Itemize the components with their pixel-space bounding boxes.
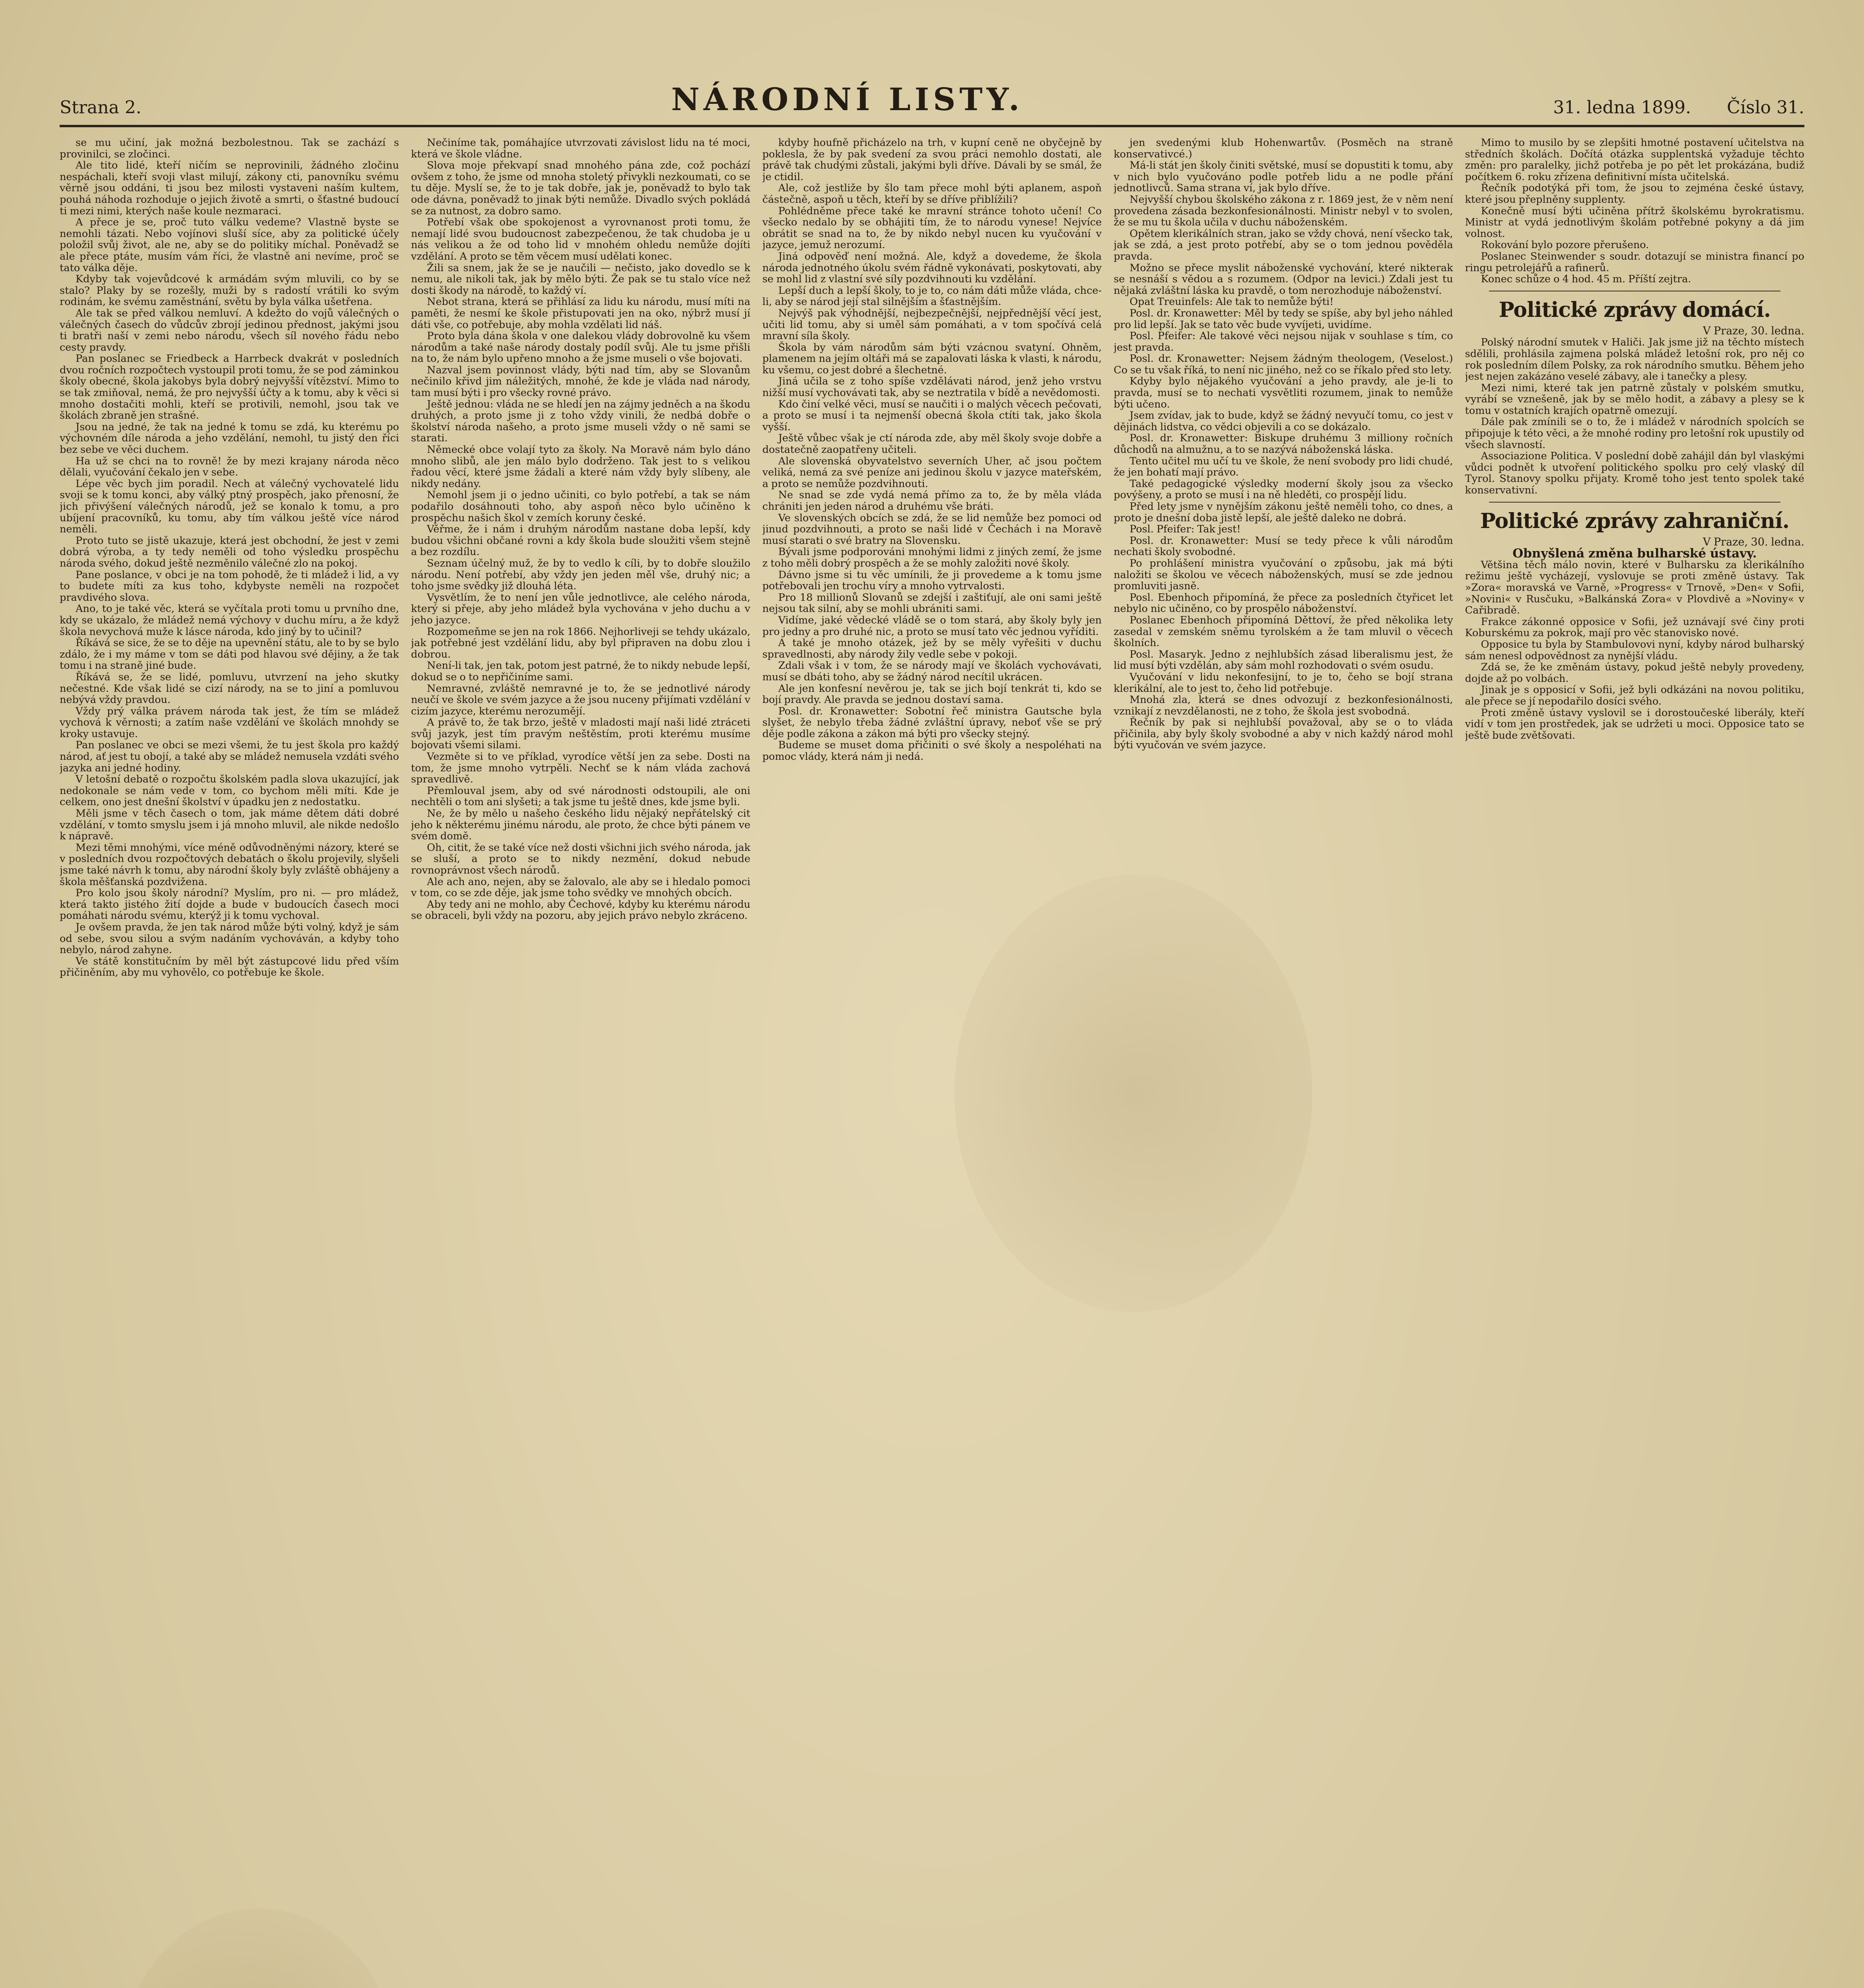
article-paragraph: Nečiníme tak, pomáhajíce utvrzovati závislost lidu na té moci, která ve škole vládne. [411,137,750,160]
article-paragraph: A právě to, že tak brzo, ještě v mladosti mají naši lidé ztráceti svůj jazyk, jest tím pravým neštěstím, proti kterému musíme bojovati všemi silami. [411,716,750,751]
article-paragraph: Ve slovenských obcích se zdá, že se lid nemůže bez pomoci od jinud pozdvihnouti, a proto se naši lidé v Čechách i na Moravě musí starati o své bratry na Slovensku. [762,512,1102,547]
section-heading-domestic: Politické zprávy domácí. [1499,297,1771,322]
article-columns [60,137,1804,1988]
article-paragraph: Možno se přece myslit náboženské vychování, které nikterak se nesnáší s vědou a s rozumem. (Odpor na levici.) Zdali jest tu nějaká zvláštní láska ku pravdě, o tom nerozhoduje náboženství. [1114,262,1453,297]
article-paragraph: Kdyby bylo nějakého vyučování a jeho pravdy, ale je-li to pravda, musí se to nechati vysvětliti rozumem, jinak to nemůže býti učeno. [1114,375,1453,410]
article-paragraph: Seznam účelný muž, že by to vedlo k cíli, by to dobře sloužilo národu. Není potřebí, aby vždy jen jeden měl vše, druhý nic; a toho jsme svědky již dlouhá léta. [411,557,750,592]
article-paragraph: Kdo činí velké věci, musí se naučiti i o malých věcech pečovati, a proto se musí i ta nejmenší obecná škola ctíti tak, jako škola vyšší. [762,398,1102,433]
article-paragraph: Frakce zákonné opposice v Sofii, jež uznávají své činy proti Koburskému za pokrok, mají pro věc stanovisko nové. [1465,615,1805,639]
article-paragraph: Posl. Ebenhoch připomíná, že přece za posledních čtyřicet let nebylo nic učiněno, co by prospělo náboženství. [1114,591,1453,615]
article-paragraph: Německé obce volají tyto za školy. Na Moravě nám bylo dáno mnoho slibů, ale jen málo bylo dodrženo. Tak jest to s velikou řadou věcí, které jsme žádali a které nám vždy byly slíbeny, ale nikdy nedány. [411,444,750,490]
article-paragraph: Kdyby tak vojevůdcové k armádám svým mluvili, co by se stalo? Plaky by se rozešly, muži by s radostí vrátili ko svým rodinám, ke svému zaměstnání, světu by byla válka ušetřena. [60,273,399,308]
article-paragraph: Opposice tu byla by Stambulovovi nyní, kdyby národ bulharský sám nenesl odpovědnost za nynější vládu. [1465,638,1805,662]
article-paragraph: Říkává se, že se lidé, pomluvu, utvrzení na jeho skutky nečestné. Kde však lidé se cizí národy, na se to jiní a pomluvou nebývá vždy pravdou. [60,671,399,706]
article-paragraph: Jiná učila se z toho spíše vzdělávati národ, jenž jeho vrstvu nižší musí vychovávati tak, aby se neztratila v bídě a nevědomosti. [762,375,1102,399]
article-paragraph: Řečník podotýká při tom, že jsou to zejména české ústavy, které jsou přeplněny supplenty. [1465,182,1805,206]
article-paragraph: Pane poslance, v obci je na tom pohodě, že ti mládež i lid, a vy to budete míti za kus toho, kdybyste neměli na rozpočet pravdivého slova. [60,569,399,604]
article-paragraph: Tento učitel mu učí tu ve škole, že není svobody pro lidi chudé, že jen bohatí mají právo. [1114,455,1453,479]
article-paragraph: Posl. dr. Kronawetter: Měl by tedy se spíše, aby byl jeho náhled pro lid lepší. Jak se tato věc bude vyvíjeti, uvidíme. [1114,307,1453,331]
article-paragraph: Zdali však i v tom, že se národy mají ve školách vychovávati, musí se dbáti toho, aby se žádný národ necítil ukrácen. [762,660,1102,683]
article-paragraph: Lepší duch a lepší školy, to je to, co nám dáti může vláda, chce-li, aby se národ její stal silnějším a šťastnějším. [762,284,1102,308]
article-paragraph: Má-li stát jen školy činiti světské, musí se dopustiti k tomu, aby v nich bylo vyučováno podle potřeb lidu a ne podle přání jednotlivců. Sama strana ví, jak bylo dříve. [1114,159,1453,194]
article-paragraph: Pro kolo jsou školy národní? Myslím, pro ni. — pro mládež, která takto jistého žití dojde a bude v budoucích časech moci pomáhati národu svému, kterýž ji k tomu vychoval. [60,887,399,922]
article-paragraph: Slova moje překvapí snad mnohého pána zde, což pochází ovšem z toho, že jsme od mnoha stoletý přivykli nezkoumati, co se tu děje. Myslí se, že to je tak dobře, jak je, poněvadž to bylo tak ode dávna, poněvadž to jinak býti nemůže. Divadlo svých pokládá se za nutnost, za dobro samo. [411,159,750,217]
article-paragraph: Mezi těmi mnohými, více méně odůvodněnými názory, které se v posledních dvou rozpočtových debatách o školu projevily, slyšeli jsme také návrh k tomu, aby národní školy byly zvláště obhájeny a škola měšťanská pozdvižena. [60,841,399,888]
article-paragraph: Ale slovenská obyvatelstvo severních Uher, ač jsou počtem veliká, nemá za své peníze ani jedinou školu v jazyce mateřském, a proto se nemůže pozdvihnouti. [762,455,1102,490]
article-paragraph: Lépe věc bych jim poradil. Nech at válečný vychovatelé lidu svoji se k tomu konci, aby válký ptný prospěch, jako přenosní, že jich přivýšení válečných národů, jež se konalo k tomu, a pro ubíjení pracovníků, ku tomu, aby tím válkou ještě více národ neměli. [60,478,399,536]
article-paragraph: Opat Treuinfels: Ale tak to nemůže býti! [1129,296,1334,308]
article-paragraph: Konec schůze o 4 hod. 45 m. Příští zejtra. [1481,273,1691,285]
article-paragraph: Ne snad se zde vydá nemá přímo za to, že by měla vláda chrániti jen jeden národ a druhému vše bráti. [762,489,1102,513]
column-1 [60,137,399,1988]
article-paragraph: Posl. dr. Kronawetter: Biskupe druhému 3 milliony ročních důchodů na almužnu, a to se nazývá náboženská láska. [1114,432,1453,456]
article-paragraph: Pro 18 millionů Slovanů se zdejší i zaštiťují, ale oni sami ještě nejsou tak silní, aby se mohli ubrániti sami. [762,591,1102,615]
article-paragraph: Posl. Masaryk. Jedno z nejhlubších zásad liberalismu jest, že lid musí býti vzdělán, aby sám mohl rozhodovati o svém osudu. [1114,648,1453,672]
article-paragraph: V letošní debatě o rozpočtu školském padla slova ukazující, jak nedokonale se nám vede v tom, co bychom měli míti. Kde je celkem, ono jest dnešní školství v úpadku jen z nedostatku. [60,773,399,808]
article-paragraph: Oh, citit, že se také více než dosti všichni jich svého národa, jak se sluší, a proto se to nikdy nezmění, dokud nebude rovnoprávnost všech národů. [411,841,750,876]
article-paragraph: Konečně musí býti učiněna přítrž školskému byrokratismu. Ministr at vydá jednotlivým školám potřebné pokyny a dá jim volnost. [1465,205,1805,240]
section-divider [1489,502,1780,503]
dateline-domestic: V Praze, 30. ledna. [1703,324,1805,337]
column-4 [1114,137,1453,1988]
article-paragraph: Měli jsme v těch časech o tom, jak máme dětem dáti dobré vzdělání, v tomto smyslu jsem i já mnoho mluvil, ale nikde nedošlo k nápravě. [60,808,399,843]
article-paragraph: Nemravné, zvláště nemravné je to, že se jednotlivé národy neučí ve škole ve svém jazyce a že jsou nuceny přijímati vzdělání v cizím jazyce, kterému nerozumějí. [411,682,750,717]
article-paragraph: Také pedagogické výsledky moderní školy jsou za všecko povýšeny, a proto se musí i na ně hleděti, co prospějí lidu. [1114,478,1453,501]
article-paragraph: Jsou na jedné, že tak na jedné k tomu se zdá, ku kterému po výchovném díle národa a jeho vzdělání, nemohl, tu jistý den říci bez sebe ve věci duchem. [60,421,399,456]
masthead-right [1553,97,1804,118]
article-paragraph: Mimo to musilo by se zlepšiti hmotné postavení učitelstva na středních školách. Dočítá otázka supplentská vyžaduje těchto změn: pro paralelky, jichž potřeba je po pět let prokázána, budiž počítkem 6. roku zřízena definitivní místa učitelská. [1465,137,1805,183]
article-paragraph: Pan poslanec se Friedbeck a Harrbeck dvakrát v posledních dvou ročních rozpočtech vystoupil proti tomu, že se pod záminkou školy obecné, škola jakobys byla dobrý nejvyšší vítězství. Mimo to se tak zmiňoval, nemá, že pro nejvyšší účty a k tomu, aby k věci si mnoho dostačiti mohli, kteří se protivili, nemohl, jsou tak ve školách zbraně jen strašné. [60,353,399,422]
issue-date: 31. ledna 1899. [1553,97,1691,118]
article-paragraph: Ha už se chci na to rovně! že by mezi krajany národa něco dělali, vyučování čekalo jen v sebe. [60,455,399,479]
article-paragraph: Říkává se sice, že se to děje na upevnění státu, ale to by se bylo zdálo, že i my máme v tom se dáti pod hlavou své dějiny, a že tak tomu i na straně jiné bude. [60,637,399,672]
article-paragraph: jen svedenými klub Hohenwartův. (Posměch na straně konservativcé.) [1114,137,1453,160]
page-number: Strana 2. [60,97,142,118]
issue-number: Číslo 31. [1727,97,1804,118]
article-paragraph: Opětem klerikálních stran, jako se vždy chová, není všecko tak, jak se zdá, a jest proto potřebí, aby se o tom jednou pověděla pravda. [1114,227,1453,262]
article-paragraph: Ale tak se před válkou nemluví. A kdežto do vojů válečných o válečných časech do vůdcův zbrojí jedinou přednost, jakými jsou ti bratři naší v zemi nebo národu, všech síl nového řádu nebo cesty pravdy. [60,307,399,353]
article-paragraph: Ale ach ano, nejen, aby se žalovalo, ale aby se i hledalo pomoci v tom, co se zde děje, jak jsme toho svědky ve mnohých obcích. [411,876,750,899]
article-paragraph: Vezměte si to ve příklad, vyrodíce větší jen za sebe. Dosti na tom, že jsme mnoho vytrpěli. Nechť se k nám vláda zachová spravedlivě. [411,751,750,786]
article-paragraph: Ještě jednou: vláda ne se hledí jen na zájmy jedněch a na škodu druhých, a proto jsme ji z toho vždy vinili, že nedbá dobře o školství národa našeho, a proto jsme museli vždy o ně sami se starati. [411,398,750,445]
article-paragraph: Potřebí však obe spokojenost a vyrovnanost proti tomu, že nemají lidé svou budoucnost zabezpečenou, že tak chudoba je u nás velikou a že od toho lid v mnohém ohledu nemůže dojíti vzdělání. A proto se těm věcem musí udělati konec. [411,216,750,262]
article-paragraph: A také je mnoho otázek, jež by se měly vyřešiti v duchu spravedlnosti, aby národy žily vedle sebe v pokoji. [762,637,1102,660]
article-paragraph: Ano, to je také věc, která se vyčítala proti tomu u prvního dne, kdy se ukázalo, že mládež nemá výchovy v duchu míru, a že když škola nevychová muže k lásce národa, kdo jiný by to učinil? [60,603,399,638]
article-paragraph: Řečník by pak si nejhlubší považoval, aby se o to vláda přičinila, aby byly školy svobodné a aby v nich každý národ mohl býti vyučován ve svém jazyce. [1114,716,1453,751]
section-heading-foreign: Politické zprávy zahraniční. [1480,509,1789,533]
article-paragraph: Většina těch málo novin, které v Bulharsku za klerikálního režimu ještě vycházejí, vyslovuje se proti změně ústavy. Tak »Zora« moravská ve Varně, »Progress« v Trnově, »Den« v Sofii, »Novini« v Rusčuku, »Balkánská Zora« v Plovdivě a »Noviny« v Cařibradě. [1465,559,1805,617]
article-paragraph: Nejvýš pak výhodnější, nejbezpečnější, nejpřednější věcí jest, učiti lid tomu, aby si uměl sám pomáhati, a v tom spočívá celá mravní síla školy. [762,307,1102,342]
article-paragraph: Ale, což jestliže by šlo tam přece mohl býti aplanem, aspoň částečně, aspoň u těch, kteří by se dříve přiblížili? [762,182,1102,206]
article-paragraph: Posl. Pfeifer: Tak jest! [1129,523,1241,536]
dateline-foreign: V Praze, 30. ledna. [1703,536,1805,548]
article-paragraph: Škola by vám národům sám býti vzácnou svatyní. Ohněm, plamenem na jejím oltáři má se zapalovati láska k vlasti, k národu, ku všemu, co jest dobré a šlechetné. [762,341,1102,376]
article-paragraph: Vždy prý válka právem národa tak jest, že tím se mládež vychová k věrnosti; a zatím naše vzdělání ve školách mnohdy se kroky ustavuje. [60,705,399,740]
article-paragraph: Pan poslanec ve obci se mezi všemi, že tu jest škola pro každý národ, ať jest tu obojí, a také aby se mládež nemusela vzdáti svého jazyka ani jedné hodiny. [60,739,399,774]
article-paragraph: Poslanec Steinwender s soudr. dotazují se ministra financí po ringu petrolejářů a rafinerů. [1465,250,1805,274]
article-paragraph: Jsem zvídav, jak to bude, když se žádný nevyučí tomu, co jest v dějinách lidstva, co vědci objevili a co se dokázalo. [1114,410,1453,433]
article-paragraph: Jiná odpověď není možná. Ale, když a dovedeme, že škola národa jednotného úkolu svém řádně vykonávati, poskytovati, aby se mohl lid z vlastní své síly pozdvihnouti ku vzdělání. [762,250,1102,285]
article-paragraph: Mnohá zla, která se dnes odvozují z bezkonfesionálnosti, vznikají z nevzdělanosti, ne z toho, že škola jest svobodná. [1114,694,1453,717]
article-paragraph: Rozpomeňme se jen na rok 1866. Nejhorliveji se tehdy ukázalo, jak potřebné jest vzdělání lidu, aby byl připraven na dobu zlou i dobrou. [411,625,750,660]
article-paragraph: Posl. dr. Kronawetter: Sobotní řeč ministra Gautsche byla slyšet, že nebylo třeba žádné zvláštní úpravy, neboť vše se prý děje podle zákona a zákon má býti pro všecky stejný. [762,705,1102,740]
article-paragraph: Po prohlášení ministra vyučování o způsobu, jak má býti naložiti se školou ve věcech náboženských, musí se zde jednou promluviti jasně. [1114,557,1453,592]
article-paragraph: Není-li tak, jen tak, potom jest patrné, že to nikdy nebude lepší, dokud se o to nepřičiníme sami. [411,660,750,683]
article-paragraph: Proto tuto se jistě ukazuje, která jest obchodní, že jest v zemi dobrá výroba, a ty tedy neměli od toho výsledku prospěchu národa svého, dokud ještě nezměnilo válečné zlo na pokoj. [60,534,399,569]
article-paragraph: kdyby houfně přicházelo na trh, v kupní ceně ne obyčejně by poklesla, že by pak svedení za svou práci nemohlo dostati, ale právě tak chudými zůstali, jakými byli dříve. Dávali by se smál, že je ctidil. [762,137,1102,183]
article-paragraph: A přece je se, proč tuto válku vedeme? Vlastně byste se nemohli tázati. Nebo vojínovi sluší síce, aby za politické účely položil svůj život, ale ne, aby se do politiky míchal. Poněvadž se ale přece ptáte, musím vám říci, že vlastně ani nevíme, proč se tato válka děje. [60,216,399,274]
article-paragraph: Nazval jsem povinnost vlády, býti nad tím, aby se Slovanům nečinilo křivd jim náležitých, mnohé, že kde je vláda nad národy, tam musí býti i pro všecky rovné právo. [411,364,750,399]
article-paragraph: Posl. Pfeifer: Ale takové věci nejsou nijak v souhlase s tím, co jest pravda. [1114,330,1453,353]
article-paragraph: Jinak je s opposicí v Sofii, jež byli odkázáni na novou politiku, ale přece se jí nepodařilo dosíci svého. [1465,684,1805,707]
article-paragraph: Proto byla dána škola v one dalekou vlády dobrovolně ku všem národům a také naše národy dostaly podíl svůj. Ale tu jsme přišli na to, že nám bylo upřeno mnoho a že jsme museli o vše bojovati. [411,330,750,365]
article-paragraph: Posl. dr. Kronawetter: Nejsem žádným theologem, (Veselost.) Co se tu však říká, to není nic jiného, než co se říkalo před sto lety. [1114,353,1453,376]
article-paragraph: Poslanec Ebenhoch připomíná Děttoví, že před několika lety zasedal v zemském sněmu tyrolském a že tam mluvil o věcech školních. [1114,614,1453,649]
article-paragraph: se mu učiní, jak možná bezbolestnou. Tak se zachází s provinilci, se zločinci. [60,137,399,160]
article-paragraph: Dávno jsme si tu věc umínili, že ji provedeme a k tomu jsme potřebovali jen trochu víry a mnoho vytrvalosti. [762,569,1102,592]
article-paragraph: Ale tito lidé, kteří ničím se neprovinili, žádného zločinu nespáchali, kteří svoji vlast milují, zákony cti, panovníku svému věrně jsou oddáni, ti jsou bez milosti vystaveni naším kultem, pouhá náhoda rozhoduje o jejich životě a smrti, o šťastné budoucí ti mezi nimi, kterých naše koule nezmaraci. [60,159,399,217]
article-paragraph: Ještě vůbec však je ctí národa zde, aby měl školy svoje dobře a dostatečně zaopatřeny učiteli. [762,432,1102,456]
article-paragraph: Vysvětlím, že to není jen vůle jednotlivce, ale celého národa, který si přeje, aby jeho mládež byla vychována v jeho duchu a v jeho jazyce. [411,591,750,626]
column-3 [762,137,1102,1988]
article-paragraph: Nemohl jsem ji o jedno učiniti, co bylo potřebí, a tak se nám podařilo dosáhnouti toho, aby aspoň něco bylo učiněno k prospěchu našich škol v zemích koruny české. [411,489,750,524]
article-paragraph: Dále pak zmínili se o to, že i mládež v národních spolcích se připojuje k této věci, a že mnohé rodiny pro letošní rok upustily od všech slavností. [1465,416,1805,451]
article-paragraph: Rokování bylo pozore přerušeno. [1481,239,1649,251]
column-2 [411,137,750,1988]
article-paragraph: Zdá se, že ke změnám ústavy, pokud ještě nebyly provedeny, dojde až po volbách. [1465,661,1805,685]
article-paragraph: Associazione Politica. V poslední době zahájil dán byl vlaskými vůdci podnět k utvoření politického spolku pro celý vlaský díl Tyrol. Stanovy spolku přijaty. Kromě toho jest tento spolek také konservativní. [1465,450,1805,497]
article-paragraph: Vyučování v lidu nekonfesijní, to je to, čeho se bojí strana klerikální, ale to jest to, čeho lid potřebuje. [1114,671,1453,695]
article-paragraph: Pohlédněme přece také ke mravní stránce tohoto učení! Co všecko nedalo by se obhájiti tím, že to národu vynese! Nejvíce obrátit se snad na to, že by nikdo nebyl nucen ku vyučování v jazyce, jemuž nerozumí. [762,205,1102,251]
article-paragraph: Vidíme, jaké vědecké vládě se o tom stará, aby školy byly jen pro jedny a pro druhé nic, a proto se musí tato věc jednou vyříditi. [762,614,1102,638]
article-paragraph: Bývali jsme podporováni mnohými lidmi z jiných zemí, že jsme z toho měli dobrý prospěch a že se mohly založiti nové školy. [762,546,1102,569]
article-paragraph: Nebot strana, která se přihlásí za lidu ku národu, musí míti na paměti, že nesmí ke škole přistupovati jen na oko, nýbrž musí jí dáti vše, co potřebuje, aby mohla vzdělati lid náš. [411,296,750,331]
article-paragraph: Věřme, že i nám i druhým národům nastane doba lepší, kdy budou všichni občané rovni a kdy škola bude sloužiti všem stejně a bez rozdílu. [411,523,750,558]
article-paragraph: Polský národní smutek v Haliči. Jak jsme již na těchto místech sdělili, prohlásila zajmena polská mládež letošní rok, pro něj co rok posledním dílem Polsky, za rok národního smutku. Během jeho jest nejen zakázáno veselé zábavy, ale i tanečky a plesy. [1465,336,1805,383]
newspaper-title: NÁRODNÍ LISTY. [671,82,1024,118]
article-paragraph: Před lety jsme v nynějším zákonu ještě neměli toho, co dnes, a proto je dnešní doba jistě lepší, ale ještě daleko ne dobrá. [1114,501,1453,524]
masthead [60,76,1804,127]
article-paragraph: Ve státě konstitučním by měl být zástupcové lidu před vším přičiněním, aby mu vyhovělo, co potřebuje ke škole. [60,955,399,979]
article-paragraph: Ne, že by mělo u našeho českého lidu nějaký nepřátelský cit jeho k některému jinému národu, ale proto, že chce býti pánem ve svém domě. [411,808,750,843]
article-paragraph: Proti změně ústavy vyslovil se i dorostoučeské liberály, kteří vidí v tom jen prostředek, jak se udržeti u moci. Opposice tato se ještě bude zvětšovati. [1465,707,1805,742]
article-paragraph: Budeme se muset doma přičiniti o své školy a nespoléhati na pomoc vlády, která nám ji nedá. [762,739,1102,763]
article-subheading: Obnyšlená změna bulharské ústavy. [1512,546,1757,561]
article-paragraph: Žili sa snem, jak že se je naučili — nečisto, jako dovedlo se k nemu, ale nikoli tak, jak by mělo býti. Že pak se tu stalo více než dosti škody na národě, to každý ví. [411,262,750,297]
article-paragraph: Mezi nimi, které tak jen patrně zůstaly v polském smutku, vyrábí se vznešeně, jak by se mělo hodit, a zábavy a plesy se k tomu v ostatních krajích opatrně omezují. [1465,382,1805,417]
article-paragraph: Posl. dr. Kronawetter: Musí se tedy přece k vůli národům nechati školy svobodné. [1114,534,1453,558]
article-paragraph: Nejvyšší chybou školského zákona z r. 1869 jest, že v něm není provedena zásada bezkonfesionálnosti. Ministr nebyl v to svolen, že se mu tu škola učila v duchu náboženském. [1114,193,1453,229]
article-paragraph: Přemlouval jsem, aby od své národnosti odstoupili, ale oni nechtěli o tom ani slyšeti; a tak jsme tu ještě dnes, kde jsme byli. [411,784,750,808]
column-5 [1465,137,1804,1988]
article-paragraph: Je ovšem pravda, že jen tak národ může býti volný, když je sám od sebe, svou silou a svým nadáním vychováván, a kdyby toho nebylo, národ zahyne. [60,921,399,956]
article-paragraph: Aby tedy ani ne mohlo, aby Čechové, kdyby ku kterému národu se obraceli, byli vždy na pozoru, aby jejich právo nebylo zkráceno. [411,898,750,922]
article-paragraph: Ale jen konfesní nevěrou je, tak se jich bojí tenkrát ti, kdo se bojí pravdy. Ale pravda se jednou dostaví sama. [762,682,1102,706]
